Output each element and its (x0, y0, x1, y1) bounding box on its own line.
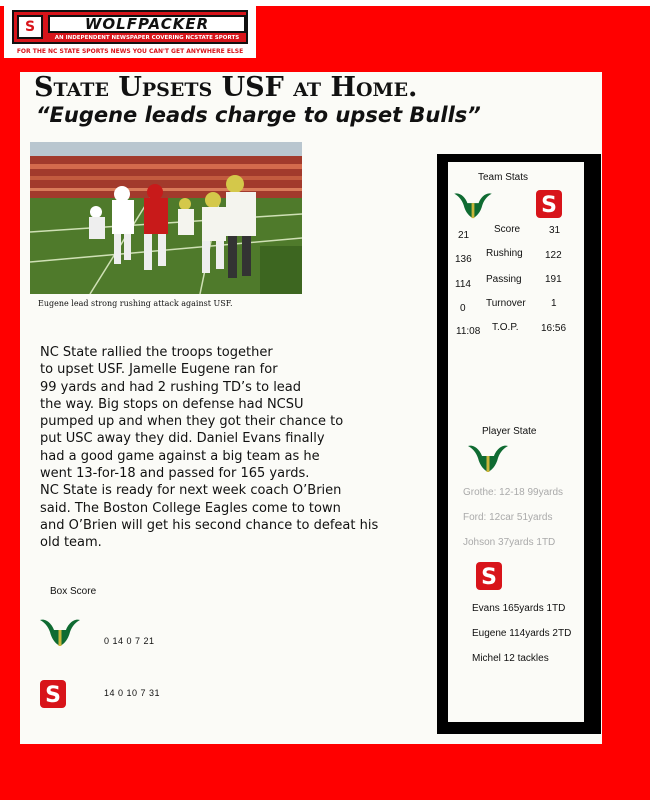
stat-usf-value: 21 (458, 230, 470, 241)
svg-text:S: S (45, 683, 61, 708)
stat-label: Rushing (486, 248, 523, 259)
masthead-banner (12, 10, 248, 44)
body-line: NC State is ready for next week coach O’Brien (40, 483, 342, 499)
usf-player-stat: Ford: 12car 51yards (463, 512, 553, 523)
headline: State Upsets USF at Home. (34, 72, 418, 103)
ncs-player-stat: Michel 12 tackles (472, 653, 549, 664)
team-stats-title: Team Stats (478, 172, 529, 183)
ncs-player-stat: Eugene 114yards 2TD (472, 628, 572, 639)
stat-ncs-value: 1 (551, 298, 557, 309)
body-line: to upset USF. Jamelle Eugene ran for (40, 362, 278, 378)
usf-bull-logo-icon (38, 616, 82, 648)
usf-player-stat: Johson 37yards 1TD (463, 537, 556, 548)
box-score-usf-line: 0 14 0 7 21 (104, 636, 155, 646)
ncs-player-stat: Evans 165yards 1TD (472, 603, 566, 614)
usf-player-stat: Grothe: 12-18 99yards (463, 487, 564, 498)
stat-usf-value: 136 (455, 254, 472, 265)
usf-bull-logo-icon (452, 190, 494, 220)
box-score-title: Box Score (50, 586, 97, 597)
stat-label: T.O.P. (492, 322, 519, 333)
photo-caption: Eugene lead strong rushing attack against USF. (38, 299, 233, 308)
stat-usf-value: 0 (460, 303, 466, 314)
stat-ncs-value: 31 (549, 225, 561, 236)
svg-text:S: S (481, 565, 497, 590)
body-line: the way. Big stops on defense had NCSU (40, 396, 304, 412)
ncstate-s-logo-icon (40, 680, 66, 708)
stat-ncs-value: 122 (545, 250, 562, 261)
body-line: put USC away they did. Daniel Evans finally (40, 431, 325, 447)
game-photo (30, 142, 302, 294)
svg-text:S: S (541, 193, 557, 218)
body-line: went 13-for-18 and passed for 165 yards. (40, 466, 310, 482)
body-line: 99 yards and had 2 rushing TD’s to lead (40, 379, 302, 395)
body-line: had a good game against a big team as he (40, 448, 320, 464)
body-line: NC State rallied the troops together (40, 345, 273, 360)
ncstate-s-logo-icon (476, 562, 502, 590)
usf-bull-logo-icon (466, 442, 510, 474)
body-line: old team. (40, 535, 102, 551)
stat-label: Score (494, 224, 521, 235)
stat-ncs-value: 191 (545, 274, 562, 285)
ncstate-s-logo-icon (536, 190, 562, 218)
masthead (4, 4, 256, 58)
stat-ncs-value: 16:56 (541, 323, 567, 334)
stat-label: Passing (486, 274, 522, 285)
stat-label: Turnover (486, 298, 526, 309)
body-line: pumped up and when they got their chance to (40, 414, 344, 430)
body-line: and O’Brien will get his second chance to defeat his (40, 517, 379, 533)
masthead-title: WOLFPACKER (48, 15, 246, 33)
stat-usf-value: 11:08 (456, 326, 481, 337)
masthead-subtitle: AN INDEPENDENT NEWSPAPER COVERING NCSTATE SPORTS (54, 35, 240, 41)
player-stats-title: Player State (482, 426, 537, 437)
masthead-tagline: FOR THE NC STATE SPORTS NEWS YOU CAN'T GET ANYWHERE ELSE (16, 48, 244, 55)
subheadline: “Eugene leads charge to upset Bulls” (36, 103, 481, 127)
ncstate-logo: S (17, 15, 43, 39)
body-line: said. The Boston College Eagles come to town (40, 500, 341, 516)
stat-usf-value: 114 (455, 279, 471, 290)
article-body (40, 344, 420, 552)
box-score-ncs-line: 14 0 10 7 31 (104, 688, 161, 698)
